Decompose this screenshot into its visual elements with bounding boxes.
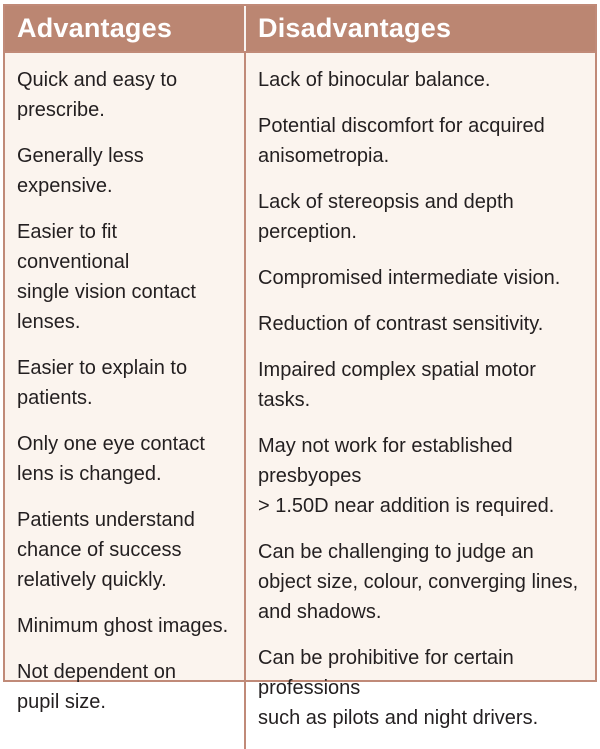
disadvantage-item: Can be prohibitive for certain professions such as pilots and night drivers. — [258, 647, 539, 729]
disadvantage-item: Compromised intermediate vision. — [258, 267, 561, 289]
disadvantage-item: Reduction of contrast sensitivity. — [258, 313, 544, 335]
advantage-item: Quick and easy to prescribe. — [17, 69, 178, 121]
disadvantage-item: Lack of stereopsis and depth perception. — [258, 191, 514, 243]
advantage-item: Generally less expensive. — [17, 145, 144, 197]
comparison-table — [3, 4, 597, 729]
advantage-item: Patients understand chance of success relatively quickly. — [17, 509, 195, 591]
advantages-column — [5, 53, 244, 749]
table-header-row — [5, 6, 595, 53]
disadvantages-column — [246, 53, 595, 749]
advantages-header: Advantages — [17, 13, 173, 43]
disadvantage-item: Can be challenging to judge an object size, colour, converging lines, and shadows. — [258, 541, 579, 623]
disadvantage-item: Lack of binocular balance. — [258, 69, 491, 91]
header-divider — [244, 6, 246, 51]
table-body-row — [5, 53, 595, 749]
disadvantage-item: Impaired complex spatial motor tasks. — [258, 359, 536, 411]
advantage-item: Minimum ghost images. — [17, 615, 229, 637]
advantage-item: Easier to fit conventional single vision contact lenses. — [17, 221, 196, 333]
disadvantage-item: May not work for established presbyopes > 1.50D near addition is required. — [258, 435, 555, 517]
advantage-item: Not dependent on pupil size. — [17, 661, 177, 713]
advantage-item: Easier to explain to patients. — [17, 357, 188, 409]
advantage-item: Only one eye contact lens is changed. — [17, 433, 205, 485]
disadvantages-header: Disadvantages — [258, 13, 452, 43]
disadvantage-item: Potential discomfort for acquired anisometropia. — [258, 115, 545, 167]
